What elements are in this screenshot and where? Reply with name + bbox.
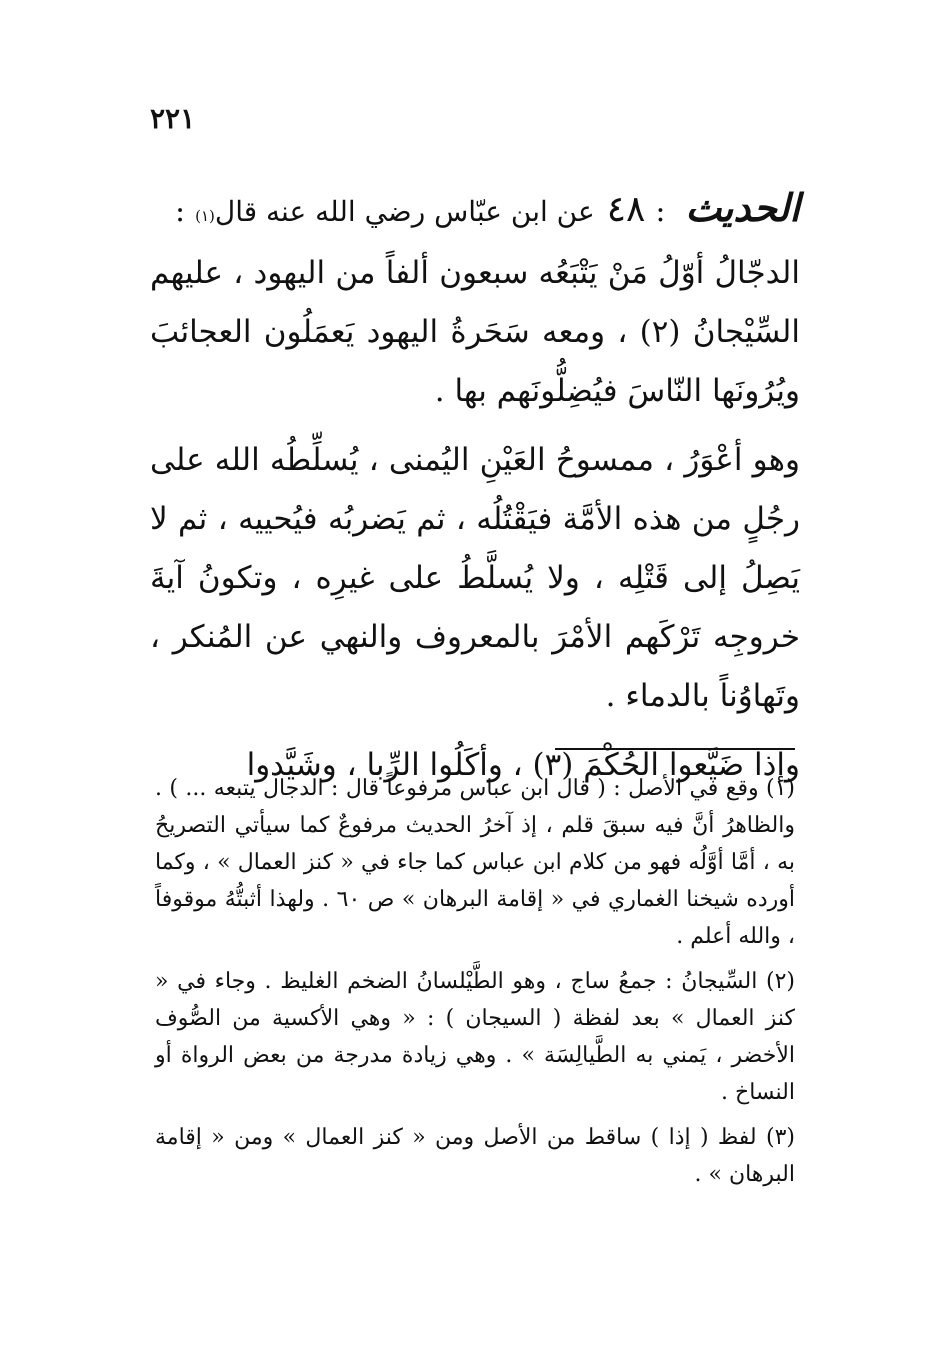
footnotes [155,770,795,1201]
hadith-header [150,180,800,244]
paragraph-3: وإذا ضَيَّعوا الحُكْمَ (٣) ، وأكَلُوا الرِّبا ، وشَيَّدوا [246,747,800,783]
hadith-label: الحديث [685,185,800,230]
paragraph-2: وهو أعْوَرُ ، ممسوحُ العَيْنِ اليُمنى ، يُسلِّطُه الله على رجُلٍ من هذه الأمَّة فيَقْتُلُه ، ثم يَضربُه فيُحييه ، ثم لا يَصِلُ إلى قَتْلِه ، ولا يُسلَّطُ على غيرِه ، وتكونُ آيةَ خروجِه تَرْكَهم الأمْرَ بالمعروف والنهي عن المُنكر ، وتَهاوُناً بالدماء . [150,442,800,714]
page-number: ٢٢١ [150,102,196,135]
paragraph-1: الدجّالُ أوّلُ مَنْ يَتْبَعُه سبعون ألفاً من اليهود ، عليهم السِّيْجانُ (٢) ، ومعه سَحَرةُ اليهود يَعمَلُون العجائبَ ويُرُونَها النّاسَ فيُضِلُّونَهم بها . [150,255,800,409]
hadith-number: ٤٨ [606,189,646,230]
main-text [150,180,800,795]
hadith-separator: : [655,194,666,229]
footnote-1: (١) وقع في الأصل : ( قال ابن عباس مرفوعاً قال : الدجال يتبعه ... ) . والظاهرُ أنَّ فيه سبقَ قلم ، إذ آخرُ الحديث مرفوعٌ كما سيأتي التصريحُ به ، أمَّا أوَّلُه فهو من كلام ابن عباس كما جاء في « كنز العمال » ، وكما أورده شيخنا الغماري في « إقامة البرهان » ص ٦٠ . ولهذا أثبتُّهُ موقوفاً ، والله أعلم . [155,776,795,949]
footnote-2: (٢) السِّيجانُ : جمعُ ساج ، وهو الطَّيْلسانُ الضخم الغليظ . وجاء في « كنز العمال » بعد لفظة ( السيجان ) : « وهي الأكسية من الصُّوف الأخضر ، يَمني به الطَّيالِسَة » . وهي زيادة مدرجة من بعض الرواة أو النساخ . [155,969,795,1105]
footnote-ref-1: (١) [195,207,215,225]
hadith-header-colon: : [174,194,186,229]
footnote-3: (٣) لفظ ( إذا ) ساقط من الأصل ومن « كنز العمال » ومن « إقامة البرهان » . [155,1125,795,1187]
footnote-divider [555,748,795,750]
hadith-narrator-line: عن ابن عبّاس رضي الله عنه قال [214,195,595,228]
